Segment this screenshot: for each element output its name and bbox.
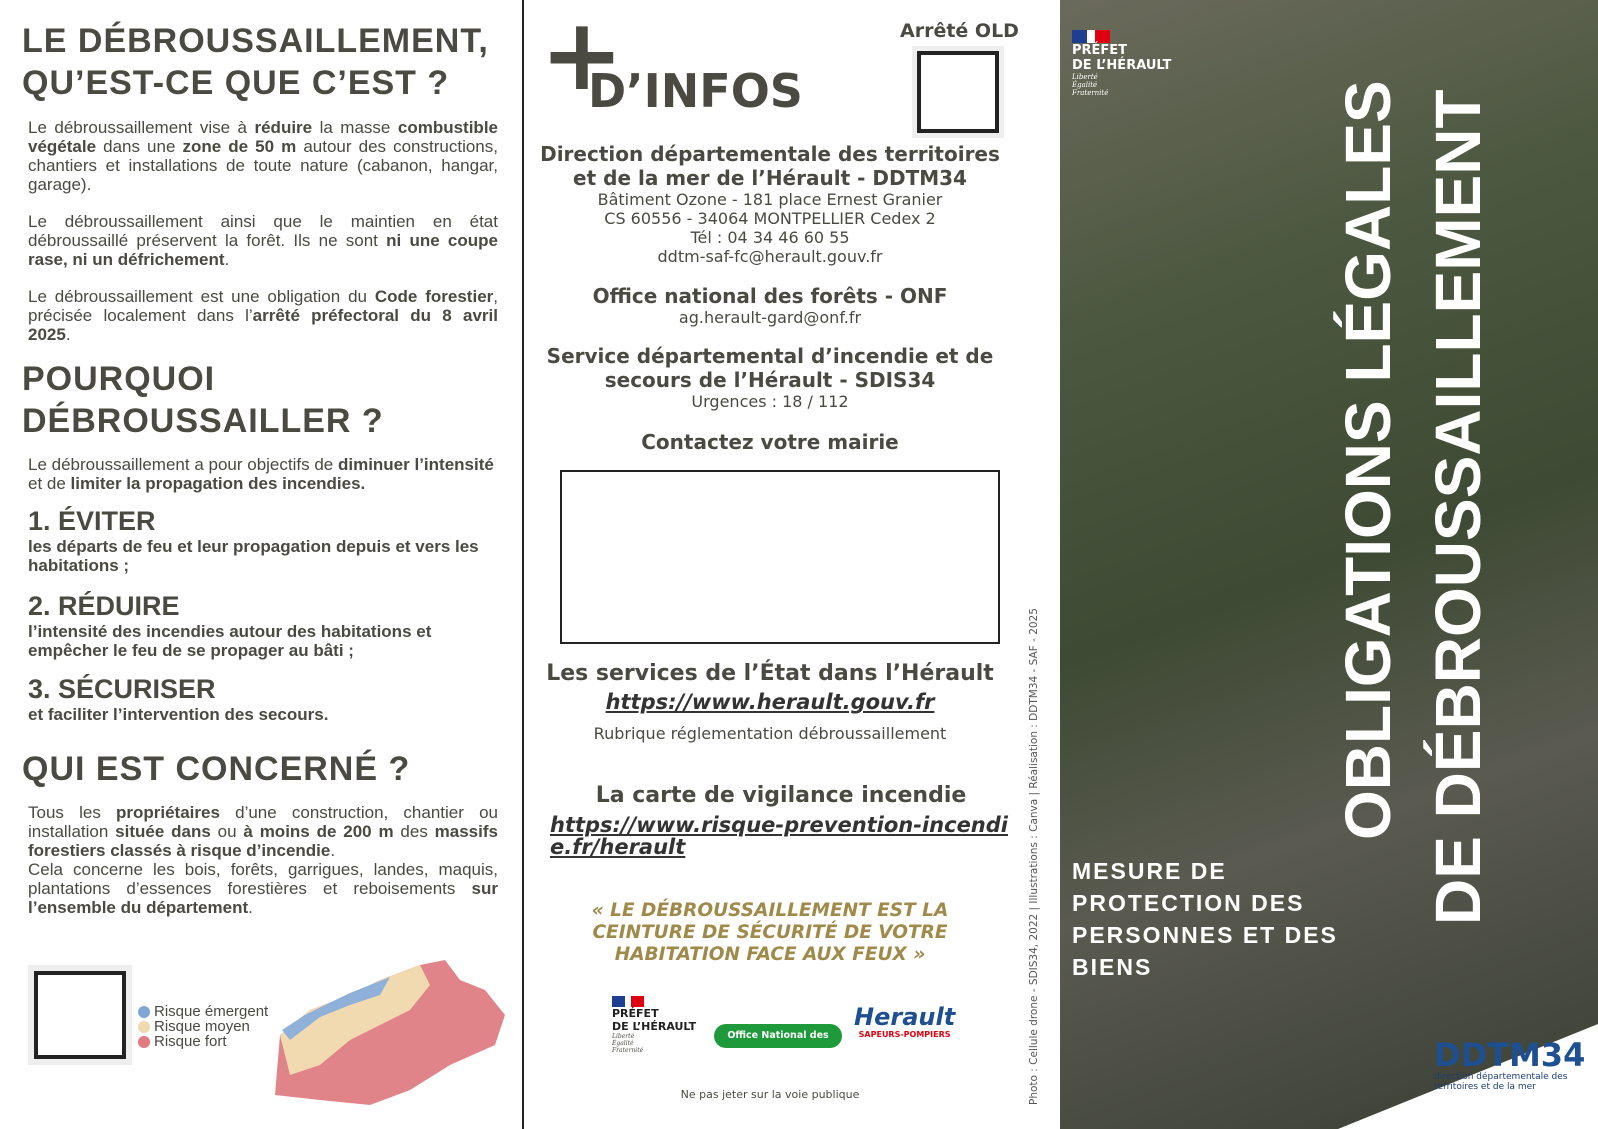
text-run: autour des constructions, chantiers et installations de toute nature (cabanon, hangar, garage). [28, 137, 498, 194]
emphasis-text: zone de 50 m [182, 137, 297, 156]
text-run: dans une [96, 137, 183, 156]
para-concerns [22, 860, 504, 917]
credits: Photo : Cellule drone - SDIS34, 2022 | Illustrations : Canva | Réalisation : DDTM34 - SAF - 2025 [1028, 608, 1040, 1105]
cover-panel [1060, 0, 1598, 1129]
etat-section: Les services de l’État dans l’Hérault https://www.herault.gouv.fr Rubrique réglementation débroussaillement [524, 662, 1016, 743]
plus-icon: + [540, 0, 624, 113]
cover-title-2: DE DÉBROUSSAILLEMENT [1422, 89, 1494, 925]
title-why: POURQUOI DÉBROUSSAILLER ? [22, 360, 384, 440]
legend-dot [138, 1021, 150, 1033]
text-run: Le débroussaillement ainsi que le maintien en état débroussaillé préservent la forêt. Ils ne sont [28, 212, 498, 250]
text-run: Le débroussaillement est une obligation du [28, 287, 375, 306]
text-run: . [224, 250, 230, 269]
text-run: Cela concerne les bois, forêts, garrigues, landes, maquis, plantations d’essences forestières et reboisements [28, 860, 498, 898]
emphasis-text: réduire [254, 118, 313, 137]
onf-email[interactable]: ag.herault-gard@onf.fr [678, 308, 862, 327]
text-run: Le débroussaillement a pour objectifs de [28, 455, 338, 474]
cover-title-1: OBLIGATIONS LÉGALES [1332, 80, 1404, 840]
legend-item: Risque émergent [138, 1004, 268, 1019]
goal-1: 1. ÉVITER les départs de feu et leur propagation depuis et vers les habitations ; [28, 506, 479, 575]
title-what: LE DÉBROUSSAILLEMENT, QU’EST-CE QUE C’EST ? [22, 22, 489, 102]
goal-2: 2. RÉDUIRE l’intensité des incendies autour des habitations et empêcher le feu de se propager au bâti ; [28, 591, 432, 660]
emphasis-text: limiter la propagation des incendies. [70, 474, 366, 493]
para-owners [22, 803, 504, 860]
logo-prefet-cover: PRÉFET DE L’HÉRAULT Liberté Égalité Fraternité [1072, 30, 1171, 97]
text-run: Le débroussaillement vise à [28, 118, 255, 137]
contact-ddtm: Direction départementale des territoires et de la mer de l’Hérault - DDTM34 Bâtiment Ozone - 181 place Ernest Granier CS 60556 - 34064 MONTPELLIER Cedex 2 Tél : 04 34 46 60 55 ddtm-saf-fc@herault.gouv.fr [524, 142, 1016, 266]
qr-code-map[interactable] [28, 965, 132, 1065]
map-legend [138, 1004, 268, 1049]
left-panel [0, 0, 522, 1129]
contact-sdis: Service départemental d’incendie et de secours de l’Hérault - SDIS34 Urgences : 18 / 112 [546, 344, 994, 411]
text-run: . [65, 325, 71, 344]
emphasis-text: située dans [115, 822, 211, 841]
legend-dot [138, 1036, 150, 1048]
para-obligation [22, 287, 504, 344]
qr-code-arrete[interactable] [912, 46, 1004, 138]
qr-label: Arrêté OLD [900, 20, 1019, 42]
logo-onf: Office National des Forêts [714, 1024, 842, 1048]
mairie-stamp-box [560, 470, 1000, 644]
infos-title: D’INFOS [588, 64, 803, 118]
middle-panel [522, 0, 1060, 1129]
logo-sdis: Herault SAPEURS-POMPIERS [854, 1003, 956, 1039]
text-run: et de [28, 474, 71, 493]
text-run: . [330, 841, 336, 860]
risk-map [270, 955, 510, 1110]
text-run: . [248, 898, 253, 917]
emphasis-text: massifs forestiers classés à risque d’incendie [28, 822, 498, 860]
who-text [22, 803, 504, 917]
text-run: , précisée localement dans l’ [28, 287, 498, 325]
emphasis-text: propriétaires [116, 803, 220, 822]
title-who: QUI EST CONCERNÉ ? [22, 750, 411, 788]
herault-gouv-link[interactable]: https://www.herault.gouv.fr [605, 690, 935, 714]
text-run: d’une construction, chantier ou installation [28, 803, 498, 841]
emphasis-text: diminuer l’intensité [337, 455, 494, 474]
para-definition [22, 118, 504, 194]
legend-item: Risque fort [138, 1034, 268, 1049]
text-run: la masse [312, 118, 398, 137]
para-objectives [22, 455, 504, 493]
cover-subtitle: MESURE DE PROTECTION DES PERSONNES ET DES BIENS [1072, 858, 1338, 980]
logo-ddtm: DDTM34 direction départementale des territoires et de la mer [1434, 1036, 1586, 1092]
vigilance-map-link[interactable]: https://www.risque-prevention-incendie.fr/herault [550, 813, 1008, 859]
quote: « LE DÉBROUSSAILLEMENT EST LA CEINTURE DE SÉCURITÉ DE VOTRE HABITATION FACE AUX FEUX » [591, 900, 949, 965]
text-run: des [393, 822, 435, 841]
legend-dot [138, 1006, 150, 1018]
contact-onf: Office national des forêts - ONF ag.herault-gard@onf.fr [524, 284, 1016, 327]
ddtm-email[interactable]: ddtm-saf-fc@herault.gouv.fr [657, 247, 883, 266]
emphasis-text: combustible végétale [28, 118, 498, 156]
emphasis-text: Code forestier [374, 287, 494, 306]
emphasis-text: à moins de 200 m [243, 822, 394, 841]
vigilance-section: La carte de vigilance incendie https://www.risque-prevention-incendie.fr/herault [550, 784, 1012, 858]
legend-item: Risque moyen [138, 1019, 268, 1034]
logo-prefet: PRÉFET DE L’HÉRAULT Liberté Égalité Fraternité [612, 996, 696, 1054]
para-preserve [22, 212, 504, 269]
emphasis-text: arrêté préfectoral du 8 avril 2025 [28, 306, 498, 344]
footer-note: Ne pas jeter sur la voie publique [680, 1088, 860, 1101]
mairie-label: Contactez votre mairie [641, 430, 899, 454]
text-run: Tous les [28, 803, 116, 822]
text-run: ou [210, 822, 244, 841]
emphasis-text: sur l’ensemble du département [28, 879, 498, 917]
emphasis-text: ni une coupe rase, ni un défrichement [28, 231, 498, 269]
goal-3: 3. SÉCURISER et faciliter l’intervention des secours. [28, 674, 329, 724]
